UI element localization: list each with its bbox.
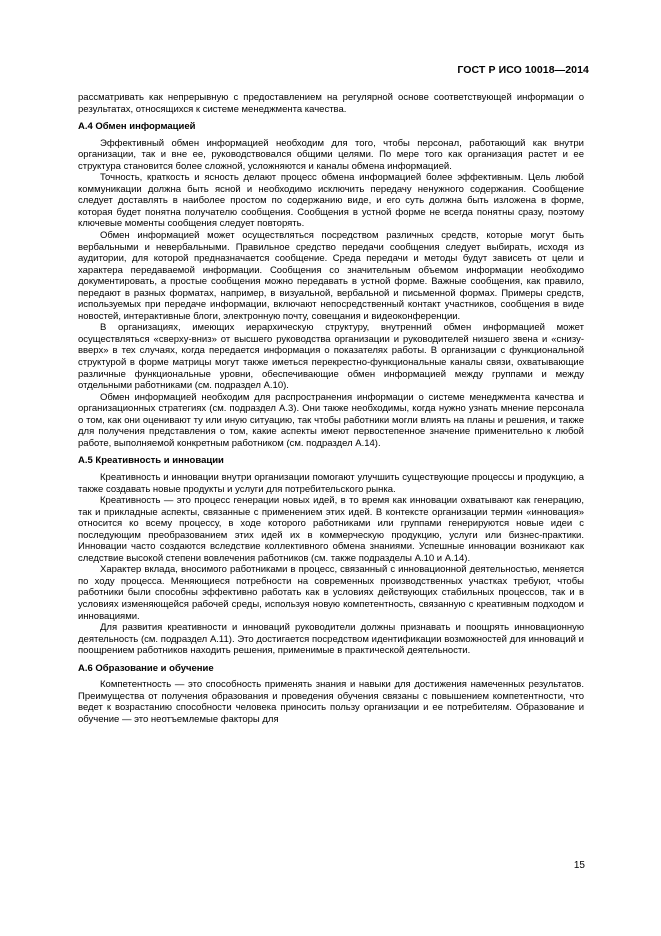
document-code-header: ГОСТ Р ИСО 10018—2014 [457, 64, 589, 76]
paragraph: Обмен информацией необходим для распространения информации о системе менеджмента качества и организационных стратегиях (см. подраздел А.3). Они также необходимы, когда нужно узнать мнение персонала о том, как они оценивают ту или иную ситуацию, так чтобы работники могли влиять на планы и решения, и также для получения представления о том, какие аспекты имеют первостепенное значение применительно к любой работе, выполняемой конкретным работником (см. подраздел А.14). [78, 391, 584, 449]
document-body [78, 92, 584, 725]
page-number: 15 [573, 860, 585, 871]
paragraph: Точность, краткость и ясность делают процесс обмена информацией более эффективным. Цель любой коммуникации должна быть ясной и необходимо исключить передачу ненужного содержания. Сообщение следует доставлять в наиболее простом по содержанию виде, и его суть должна быть изложена в форме, которая будет понятна получателю сообщения. Сообщения в устной форме не всегда понятны сразу, поэтому ключевые моменты сообщения следует повторять. [78, 172, 584, 230]
paragraph: Эффективный обмен информацией необходим для того, чтобы персонал, работающий как внутри организации, так и вне ее, руководствовался общими целями. По мере того как организация растет и ее структура становится более сложной, усложняются и каналы обмена информацией. [78, 137, 584, 172]
paragraph: Характер вклада, вносимого работниками в процесс, связанный с инновационной деятельностью, меняется по ходу процесса. Меняющиеся потребности на современных производственных участках требуют, чтобы работники были способны эффективно работать как в условиях действующих стабильных процессов, так и в условиях изменяющейся рабочей среды, используя новую компетентность, связанную с креативным подходом и инновациями. [78, 564, 584, 622]
paragraph: Компетентность — это способность применять знания и навыки для достижения намеченных результатов. Преимущества от получения образования и проведения обучения связаны с повышением компетентности, что ведет к возрастанию способности человека приносить пользу организации и ее потребителям. Образование и обучение — это неотъемлемые факторы для [78, 679, 584, 725]
paragraph: Креативность и инновации внутри организации помогают улучшить существующие процессы и продукцию, а также создавать новые продукты и услуги для потребительского рынка. [78, 471, 584, 495]
section-title-a6: А.6 Образование и обучение [78, 662, 214, 674]
paragraph: Обмен информацией может осуществляться посредством различных средств, которые могут быть вербальными и невербальными. Правильное средство передачи сообщения следует выбирать, исходя из аудитории, для которой предназначается сообщение. Среда передачи и методы будут зависеть от цели и характера передаваемой информации. Сообщения со значительным объемом информации необходимо документировать, а простые сообщения можно передавать в устной форме. Важные сообщения, как правило, передают в разных форматах, например, в визуальной, вербальной и письменной формах. Примеры средств, используемых при передаче информации, включают непосредственный контакт участников, сообщения в виде новостей, интерактивные блоги, электронную почту, совещания и видеоконференции. [78, 230, 584, 322]
paragraph: Креативность — это процесс генерации новых идей, в то время как инновации охватывают как генерацию, так и прикладные аспекты, связанные с применением этих идей. В контексте организации термин «инновация» относится ко всему процессу, в ходе которого работниками или группами генерируются новые идеи с последующим преобразованием этих идей их в коммерческую продукцию, услуги или бизнес-практики. Инновации часто создаются вследствие коллективного обмена знаниями. Успешные инновации возникают как следствие высокой степени вовлечения работников (см. также подразделы А.10 и А.14). [78, 495, 584, 564]
section-title-a4: А.4 Обмен информацией [78, 121, 196, 133]
intro-paragraph: рассматривать как непрерывную с предоставлением на регулярной основе соответствующей информации о результатах, относящихся к системе менеджмента качества. [78, 92, 584, 115]
paragraph: Для развития креативности и инноваций руководители должны признавать и поощрять инновационную деятельность (см. подраздел А.11). Это достигается посредством идентификации возможностей для инноваций и поощрением работников находить решения, применимые в практической деятельности. [78, 622, 584, 657]
section-title-a5: А.5 Креативность и инновации [78, 455, 224, 467]
paragraph: В организациях, имеющих иерархическую структуру, внутренний обмен информацией может осуществляться «сверху-вниз» от высшего руководства организации и руководителей низшего звена и «снизу-вверх» в тех случаях, когда передается информация о показателях работы. В организации с функциональной структурой в форме матрицы могут также иметься перекрестно-функциональные каналы связи, охватывающие различные функциональные уровни, обеспечивающие обмен информацией между группами и между отдельными работниками (см. подраздел А.10). [78, 322, 584, 392]
